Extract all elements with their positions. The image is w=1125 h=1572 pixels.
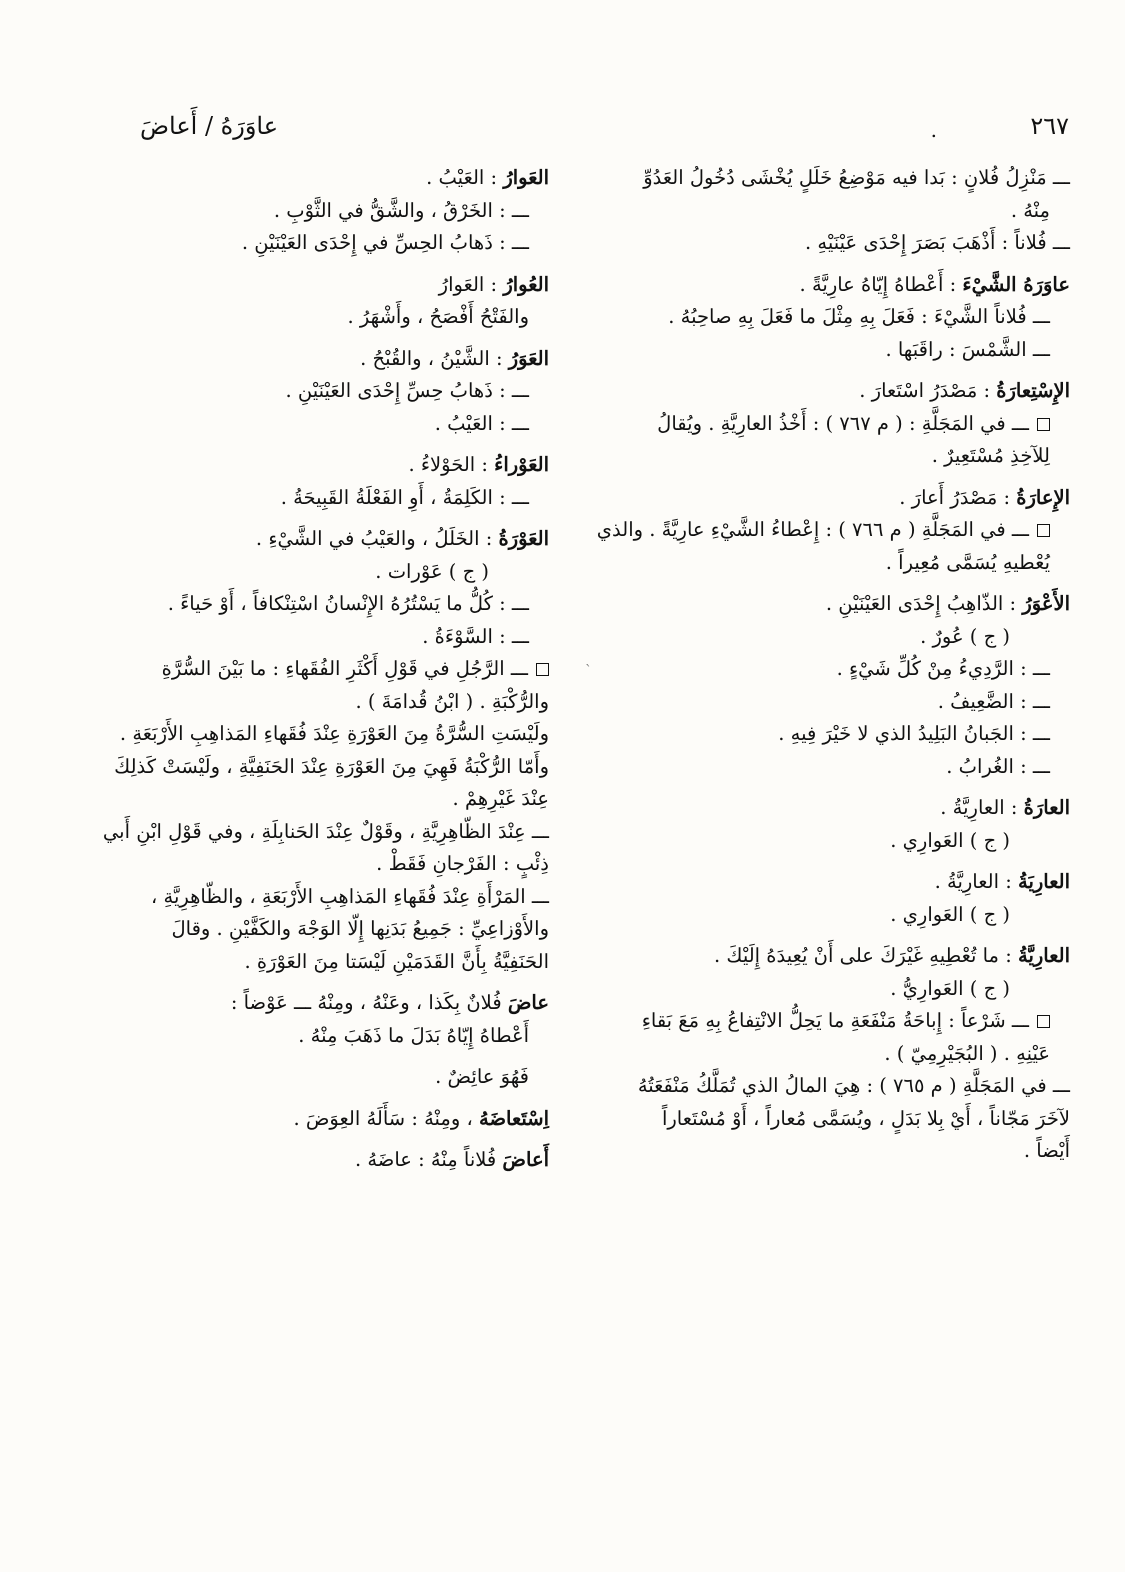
- text-line: [79, 227, 549, 260]
- text-line: [615, 227, 1070, 260]
- definition-text: : العَوارُ: [438, 272, 504, 296]
- text-line: [615, 547, 1070, 580]
- entry-line: [79, 523, 549, 556]
- definition-text: ـــ : الجَبانُ البَلِيدُ الذي لا خَيْرَ فِيهِ .: [778, 722, 1050, 745]
- text-line: [79, 946, 549, 979]
- text-line: [615, 1038, 1070, 1071]
- square-box-icon: [1037, 418, 1050, 431]
- definition-text: : الشَّيْنُ ، والقُبْحُ .: [360, 346, 509, 370]
- definition-text: ـــ المَرْأَةِ عِنْدَ فُقَهاءِ المَذاهِبِ الأَرْبَعَةِ ، والظّاهِرِيَّةِ ،: [151, 884, 549, 908]
- definition-text: : العارِيَّةُ .: [934, 870, 1018, 893]
- text-line: [79, 301, 549, 334]
- definition-text: ـــ : الكَلِمَةُ ، أَوِ الفَعْلَةُ القَبِيحَةُ .: [280, 485, 529, 509]
- right-column: [596, 162, 1070, 1168]
- definition-text: : ما تُعْطِيهِ غَيْرَكَ على أَنْ يُعِيدَهُ إِلَيْكَ .: [714, 944, 1018, 967]
- text-line: [615, 408, 1070, 441]
- definition-text: : مَصْدَرُ اسْتَعارَ .: [859, 379, 997, 402]
- text-line: [615, 621, 1070, 654]
- headword: العُوارُ: [503, 272, 549, 296]
- definition-text: : العَيْبُ .: [426, 166, 504, 189]
- entry-line: [79, 987, 549, 1020]
- definition-text: أَعْطاهُ إِيّاهُ بَدَلَ ما ذَهَبَ مِنْهُ .: [298, 1023, 529, 1047]
- text-line: [79, 408, 549, 441]
- header-dot: .: [930, 118, 937, 142]
- text-line: [79, 848, 549, 881]
- headword: العارِيَّةُ: [1017, 944, 1070, 967]
- text-line: [79, 621, 549, 654]
- entry-line: [615, 940, 1070, 973]
- headword: العَوْراءُ: [494, 453, 549, 476]
- definition-text: ـــ : كُلُّ ما يَسْتُرُهُ الإِنْسانُ اسْتِنْكافاً ، أَوْ حَياءً .: [167, 592, 529, 615]
- entry-line: [79, 1144, 549, 1177]
- headword: أَعاضَ: [502, 1148, 549, 1171]
- square-box-icon: [536, 663, 549, 676]
- text-line: [79, 482, 549, 515]
- square-box-icon: [1037, 524, 1050, 537]
- headword: عاضَ: [507, 991, 549, 1014]
- definition-text: : مَصْدَرُ أَعارَ .: [899, 485, 1017, 509]
- entry-line: [615, 588, 1070, 621]
- definition-text: الحَنَفِيَّةُ بِأَنَّ القَدَمَيْنِ لَيْسَتا مِنَ العَوْرَةِ .: [244, 949, 549, 973]
- text-line: [79, 653, 549, 686]
- text-line: [79, 1020, 549, 1053]
- entry-line: [615, 482, 1070, 515]
- definition-text: : أَعْطاهُ إِيّاهُ عارِيَّةً .: [799, 272, 963, 296]
- text-line: [596, 514, 1070, 547]
- definition-text: ـــ عِنْدَ الظّاهِرِيَّةِ ، وقَوْلٌ عِنْدَ الحَنابِلَةِ ، وفي قَوْلِ ابْنِ أَبي: [102, 819, 549, 843]
- page-number: ٢٦٧: [1030, 112, 1069, 140]
- definition-text: ( ج ) عُورٌ .: [920, 624, 1010, 648]
- definition-text: : العارِيَّةُ .: [940, 796, 1024, 819]
- definition-text: ـــ شَرْعاً : إِباحَةُ مَنْفَعَةِ ما يَحِلُّ الانْتِفاعُ بِهِ مَعَ بَقاءِ: [641, 1009, 1029, 1032]
- text-line: [615, 973, 1070, 1006]
- headword: اِسْتَعاضَهُ: [478, 1106, 549, 1130]
- definition-text: ( ج ) العَوارِي .: [890, 828, 1010, 852]
- definition-text: ولَيْسَتِ السُّرَّةُ مِنَ العَوْرَةِ عِنْدَ فُقَهاءِ المَذاهِبِ الأَرْبَعَةِ .: [119, 722, 549, 745]
- text-line: [79, 816, 549, 849]
- definition-text: ـــ : الرَّدِيءُ مِنْ كُلِّ شَيْءٍ .: [836, 657, 1050, 680]
- definition-text: لِلآخِذِ مُسْتَعِيرٌ .: [931, 444, 1050, 467]
- definition-text: ـــ فُلاناً : أَذْهَبَ بَصَرَ إِحْدَى عَيْنَيْهِ .: [805, 231, 1070, 254]
- definition-text: أَيْضاً .: [1023, 1139, 1070, 1162]
- definition-text: : الحَوْلاءُ .: [408, 453, 495, 476]
- text-line: [615, 440, 1070, 473]
- text-line: [615, 1070, 1070, 1103]
- headword: الإِعارَةُ: [1016, 485, 1070, 509]
- text-line: [79, 375, 549, 408]
- definition-text: ـــ فُلاناً الشَّيْءَ : فَعَلَ بِهِ مِثْلَ ما فَعَلَ بِهِ صاحِبُهُ .: [668, 305, 1050, 328]
- definition-text: ـــ : الخَرْقُ ، والشَّقُّ في الثَّوْبِ .: [273, 198, 529, 222]
- entry-line: [615, 269, 1070, 302]
- definition-text: ـــ الرَّجُلِ في قَوْلِ أَكْثَرِ الفُقَهاءِ : ما بَيْنَ السُّرَّةِ: [161, 657, 528, 680]
- definition-text: والرُّكْبَةِ . ( ابْنُ قُدامَةَ ) .: [355, 689, 549, 713]
- definition-text: ـــ الشَّمْسَ : راقَبَها .: [885, 337, 1050, 361]
- text-line: [615, 334, 1070, 367]
- definition-text: ذِئْبٍ : الفَرْجانِ فَقَطْ .: [376, 852, 549, 875]
- entry-line: [79, 449, 549, 482]
- entry-line: [615, 375, 1070, 408]
- definition-text: ( ج ) العَوارِي .: [890, 902, 1010, 926]
- entry-line: [79, 1103, 549, 1136]
- text-line: [79, 1061, 549, 1094]
- text-line: [79, 556, 549, 589]
- definition-text: : الخَلَلُ ، والعَيْبُ في الشَّيْءِ .: [255, 527, 499, 550]
- running-title: عاوَرَهُ / أَعاضَ: [140, 112, 279, 140]
- text-line: [615, 1005, 1070, 1038]
- headword: عاوَرَهُ الشَّيْءَ: [962, 272, 1070, 296]
- text-line: [79, 913, 549, 946]
- definition-text: ـــ : الضَّعِيفُ .: [937, 689, 1050, 713]
- definition-text: ، ومِنْهُ : سَأَلَهُ العِوَضَ .: [293, 1106, 479, 1130]
- headword: العَوارُ: [503, 166, 549, 189]
- entry-line: [79, 269, 549, 302]
- entry-line: [615, 866, 1070, 899]
- text-line: [79, 718, 549, 751]
- definition-text: عَيْنِهِ . ( البُجَيْرِمِيّ ) .: [884, 1041, 1050, 1065]
- text-line: [615, 1135, 1070, 1168]
- stray-mark: ˋ: [585, 663, 592, 679]
- headword: الإِسْتِعارَةُ: [996, 379, 1070, 402]
- headword: العَوْرَةُ: [498, 527, 549, 550]
- definition-text: ( ج ) العَوارِيُّ .: [890, 976, 1010, 1000]
- text-line: [615, 301, 1070, 334]
- text-line: [615, 653, 1070, 686]
- entry-line: [79, 343, 549, 376]
- definition-text: فُلاناً مِنْهُ : عاضَهُ .: [354, 1148, 503, 1171]
- text-line: [615, 686, 1070, 719]
- entry-line: [79, 162, 549, 195]
- definition-text: فُلانٌ بِكَذا ، وعَنْهُ ، ومِنْهُ ـــ عَوْضاً :: [230, 991, 508, 1014]
- headword: العارِيَةُ: [1017, 870, 1070, 893]
- definition-text: والأَوْزاعِيِّ : جَمِيعُ بَدَنِها إِلّا الوَجْهَ والكَفَّيْنِ . وقالَ: [171, 917, 549, 940]
- square-box-icon: [1037, 1015, 1050, 1028]
- headword: العَوَرُ: [508, 346, 549, 370]
- text-line: [79, 751, 549, 784]
- definition-text: ـــ : العَيْبُ .: [434, 411, 529, 435]
- definition-text: ( ج ) عَوْرات .: [375, 559, 489, 583]
- definition-text: لآخَرَ مَجّاناً ، أَيْ بِلا بَدَلٍ ، ويُسَمَّى مُعاراً ، أَوْ مُسْتَعاراً: [661, 1106, 1070, 1130]
- definition-text: وأَمّا الرُّكْبَةُ فَهِيَ مِنَ العَوْرَةِ عِنْدَ الحَنَفِيَّةِ ، ولَيْسَتْ كَذلِكَ: [114, 754, 549, 778]
- text-line: [79, 588, 549, 621]
- definition-text: ـــ في المَجَلَّةِ : ( م ٧٦٧ ) : أَخْذُ العارِيَّةِ . ويُقالُ: [657, 411, 1029, 435]
- entry-line: [615, 792, 1070, 825]
- text-line: [615, 751, 1070, 784]
- definition-text: ـــ : السَّوْءَةُ .: [422, 624, 529, 648]
- text-line: [79, 195, 549, 228]
- definition-text: ـــ : ذَهابُ حِسِّ إِحْدَى العَيْنَيْنِ .: [285, 379, 529, 402]
- definition-text: يُعْطيهِ يُسَمَّى مُعِيراً .: [885, 550, 1050, 574]
- text-line: [79, 686, 549, 719]
- definition-text: مِنْهُ .: [1010, 198, 1050, 222]
- text-line: [615, 899, 1070, 932]
- definition-text: ـــ في المَجَلَّةِ ( م ٧٦٦ ) : إِعْطاءُ الشَّيْءِ عارِيَّةً . والذي: [596, 518, 1029, 541]
- headword: الأَعْوَرُ: [1022, 592, 1070, 615]
- headword: العارَةُ: [1023, 796, 1070, 819]
- definition-text: ـــ مَنْزِلُ فُلانٍ : بَدا فيه مَوْضِعُ خَلَلٍ يُخْشَى دُخُولُ العَدُوِّ: [643, 166, 1070, 189]
- text-line: [615, 162, 1070, 195]
- definition-text: والفَتْحُ أَفْصَحُ ، وأَشْهَرُ .: [347, 305, 529, 328]
- text-line: [615, 1103, 1070, 1136]
- definition-text: : الذّاهِبُ إِحْدَى العَيْنَيْنِ .: [825, 592, 1023, 615]
- text-line: [79, 881, 549, 914]
- text-line: [615, 195, 1070, 228]
- left-column: [79, 162, 549, 1177]
- text-line: [615, 825, 1070, 858]
- definition-text: ـــ : الغُرابُ .: [946, 754, 1050, 778]
- definition-text: ـــ في المَجَلَّةِ ( م ٧٦٥ ) : هِيَ المالُ الذي تُمَلَّكُ مَنْفَعَتُهُ: [637, 1074, 1070, 1097]
- definition-text: عِنْدَ غَيْرِهِمْ .: [452, 787, 549, 810]
- definition-text: فَهُوَ عائِضٌ .: [435, 1065, 529, 1088]
- text-line: [615, 718, 1070, 751]
- text-line: [79, 783, 549, 816]
- definition-text: ـــ : ذَهابُ الحِسِّ في إِحْدَى العَيْنَيْنِ .: [241, 231, 529, 254]
